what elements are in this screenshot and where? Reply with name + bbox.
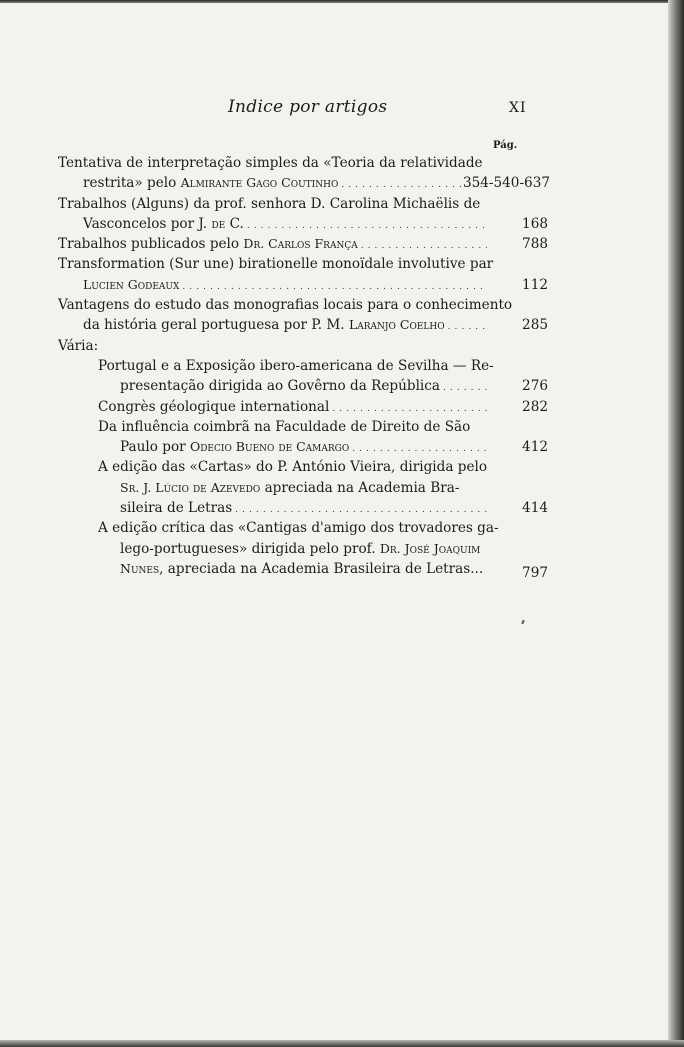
dot-leader bbox=[443, 376, 487, 398]
varia-label-text: Vária: bbox=[58, 337, 99, 354]
toc-entry-line bbox=[58, 315, 548, 335]
toc-entry-page: 788 bbox=[522, 236, 548, 253]
toc-entry-line bbox=[58, 376, 548, 396]
toc-entry-page: 282 bbox=[522, 398, 548, 415]
toc-entry-line bbox=[58, 275, 548, 295]
toc-entry-text: C. bbox=[229, 215, 244, 232]
toc-entry-author: Almirante Gago Coutinho bbox=[180, 175, 339, 191]
toc-entry-text: Trabalhos publicados pelo bbox=[58, 236, 240, 253]
toc-entry-author: de bbox=[211, 215, 226, 231]
toc-entry-text: A edição das «Cartas» do P. António Vieira, dirigida pelo bbox=[98, 459, 488, 476]
ink-speck bbox=[521, 620, 525, 624]
toc-entry-text: Transformation (Sur une) birationelle monoïdale involutive par bbox=[58, 256, 494, 273]
page-column-label: Pág. bbox=[493, 140, 518, 151]
toc-entry-line bbox=[58, 295, 513, 315]
page-number: XI bbox=[509, 100, 527, 116]
toc-entry-page: 285 bbox=[522, 317, 548, 334]
dot-leader bbox=[235, 498, 487, 520]
toc-entry-line bbox=[58, 437, 548, 457]
toc-entry-line bbox=[58, 559, 548, 581]
toc-entry-text: , apreciada na Academia Brasileira de Letras... bbox=[159, 560, 484, 577]
toc-entry-text: sileira de Letras bbox=[120, 500, 233, 517]
toc-entry-line bbox=[58, 153, 490, 173]
toc-entry-page: 414 bbox=[522, 500, 548, 517]
toc-entry-page: 168 bbox=[522, 215, 548, 232]
toc-entry-page: 354-540-637 bbox=[462, 175, 550, 192]
toc-entry-text: Vasconcelos por J. bbox=[83, 215, 208, 232]
toc-entry-line bbox=[58, 173, 550, 193]
toc-entry-page: 412 bbox=[522, 439, 548, 456]
toc-entry-line bbox=[58, 539, 490, 559]
toc-entry-author: Nunes bbox=[120, 560, 160, 576]
page-bottom-edge bbox=[0, 1040, 684, 1047]
toc-entry-line bbox=[58, 457, 490, 477]
toc-entry-text: A edição crítica das «Cantigas d'amigo dos trovadores ga- bbox=[98, 520, 499, 537]
page-right-edge bbox=[668, 0, 684, 1047]
toc-entry-line bbox=[58, 254, 494, 274]
toc-entry-line bbox=[58, 518, 499, 538]
toc-entry bbox=[58, 234, 548, 254]
varia-section-label bbox=[58, 336, 490, 356]
dot-leader bbox=[182, 275, 487, 297]
dot-leader bbox=[448, 315, 487, 337]
toc-entry bbox=[58, 518, 548, 581]
toc-entry bbox=[58, 254, 548, 295]
toc-entry-text: lego-portugueses» dirigida pelo prof. bbox=[120, 540, 376, 557]
toc-entry-author: Sr. J. Lúcio de Azevedo bbox=[120, 479, 261, 495]
dot-leader bbox=[332, 397, 487, 419]
toc-entry-author: Laranjo Coelho bbox=[348, 317, 445, 333]
toc-entry-page: 797 bbox=[522, 564, 548, 581]
toc-entry-text: Paulo por bbox=[120, 439, 186, 456]
toc-entry-author: Lucien Godeaux bbox=[83, 276, 180, 292]
toc-entry-text: Vantagens do estudo das monografias locais para o conhecimento bbox=[58, 297, 513, 314]
toc-entry-line bbox=[58, 234, 548, 254]
toc-entry-text: apreciada na Academia Bra- bbox=[264, 479, 460, 496]
toc-entry bbox=[58, 295, 548, 336]
toc-entry-text: Congrès géologique international bbox=[98, 398, 330, 415]
toc-entry-text: Portugal e a Exposição ibero-americana de Sevilha — Re- bbox=[98, 357, 494, 374]
toc-entry-text: Tentativa de interpretação simples da «Teoria da relatividade bbox=[58, 155, 483, 171]
table-of-contents bbox=[58, 153, 550, 581]
toc-entry-author: Dr. José Joaquim bbox=[379, 540, 481, 556]
toc-entry bbox=[58, 356, 548, 397]
toc-entry bbox=[58, 457, 548, 518]
toc-entry-line bbox=[58, 498, 548, 518]
toc-entry bbox=[58, 194, 548, 235]
toc-entry-author: Dr. Carlos França bbox=[243, 236, 358, 252]
toc-entry-line bbox=[58, 194, 490, 214]
toc-entry-text: presentação dirigida ao Govêrno da República bbox=[120, 378, 440, 395]
toc-entry-page: 112 bbox=[522, 276, 548, 293]
toc-entry-text: Trabalhos (Alguns) da prof. senhora D. Carolina Michaëlis de bbox=[58, 195, 481, 212]
toc-entry-line bbox=[58, 417, 490, 437]
dot-leader bbox=[352, 437, 487, 459]
toc-entry-page: 276 bbox=[522, 378, 548, 395]
toc-entry bbox=[58, 417, 548, 458]
running-title: Indice por artigos bbox=[228, 97, 388, 117]
toc-entry-text: Da influência coimbrã na Faculdade de Direito de São bbox=[98, 418, 471, 435]
toc-entry bbox=[58, 397, 548, 417]
toc-entry-text: da história geral portuguesa por P. M. bbox=[83, 317, 345, 334]
book-page bbox=[0, 3, 668, 1043]
dot-leader bbox=[361, 234, 487, 256]
toc-entry-line bbox=[58, 397, 548, 417]
toc-entry-text: restrita» pelo bbox=[83, 175, 177, 192]
toc-entry-line bbox=[58, 356, 494, 376]
toc-entry-line bbox=[58, 214, 548, 234]
toc-entry-line bbox=[58, 478, 490, 498]
toc-entry bbox=[58, 153, 550, 194]
dot-leader bbox=[247, 214, 487, 236]
toc-entry-author: Odecio Bueno de Camargo bbox=[189, 439, 350, 455]
